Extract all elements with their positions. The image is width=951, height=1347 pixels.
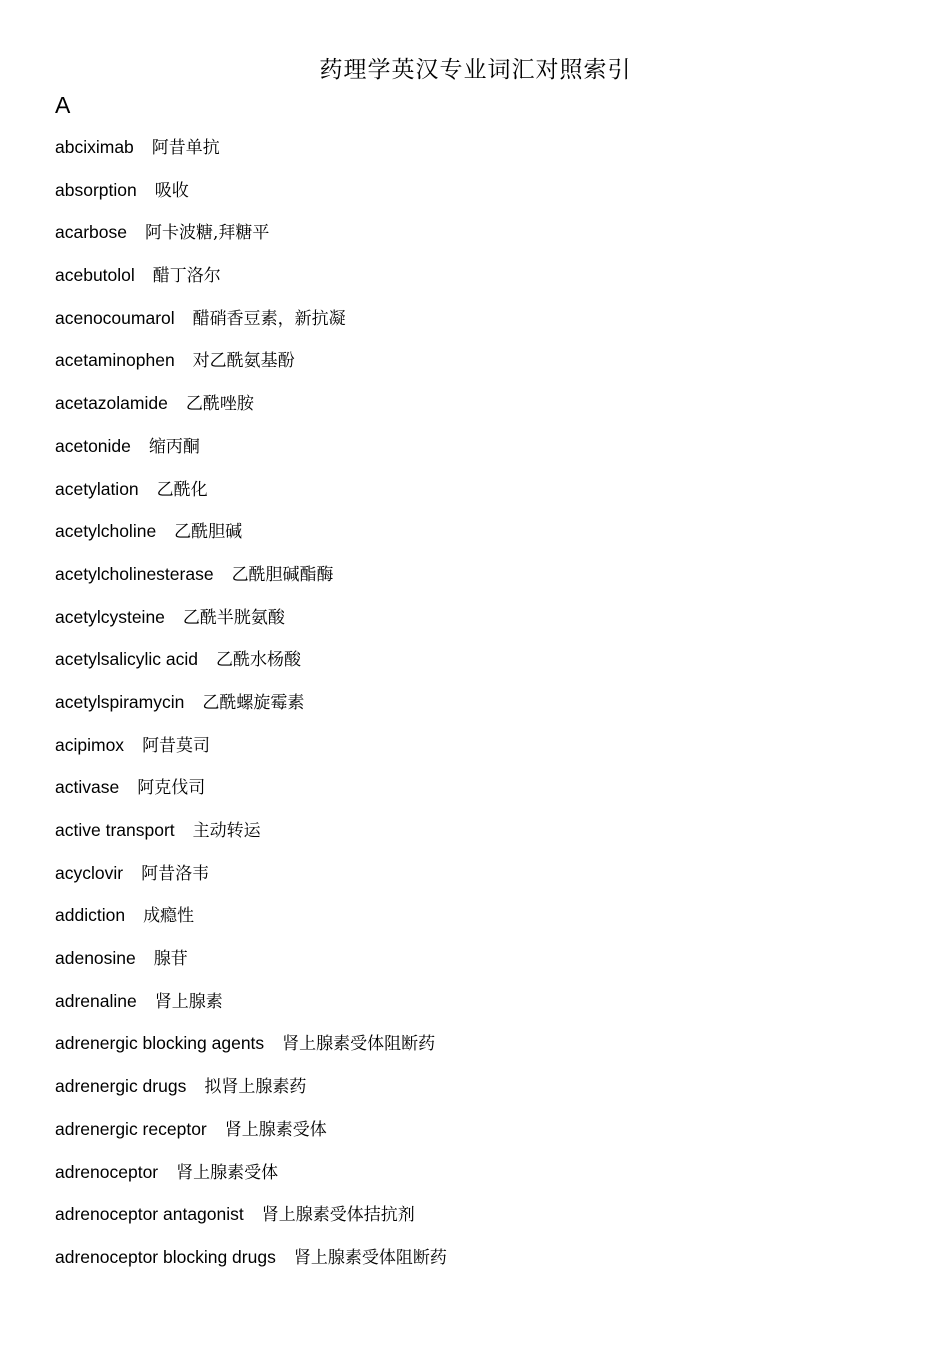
entry-term: acipimox xyxy=(55,734,125,755)
glossary-entry xyxy=(55,345,447,388)
entry-term: adrenergic receptor xyxy=(55,1118,207,1139)
entry-translation: 阿昔莫司 xyxy=(142,735,211,756)
document-title: 药理学英汉专业词汇对照索引 xyxy=(319,57,632,83)
section-letter-heading: A xyxy=(55,92,71,118)
glossary-entry xyxy=(55,1028,447,1071)
entry-translation: 对乙酰氨基酚 xyxy=(192,351,295,372)
entry-term: addiction xyxy=(55,905,126,926)
glossary-entry xyxy=(55,900,447,943)
entry-term: acetylsalicylic acid xyxy=(55,649,198,670)
glossary-entry xyxy=(55,303,447,346)
entry-term: acetylcholine xyxy=(55,521,157,542)
entry-translation: 肾上腺素受体 xyxy=(176,1162,279,1183)
entry-translation: 主动转运 xyxy=(192,821,261,841)
entry-translation: 腺苷 xyxy=(153,949,188,970)
glossary-entry xyxy=(55,730,447,773)
glossary-entry xyxy=(55,815,447,858)
entry-term: acebutolol xyxy=(55,265,135,286)
entry-translation: 乙酰化 xyxy=(156,479,208,500)
entry-translation: 阿昔洛韦 xyxy=(141,863,210,884)
entry-term: absorption xyxy=(55,179,137,200)
glossary-entry xyxy=(55,1242,447,1285)
glossary-entry xyxy=(55,602,447,645)
entry-term: acetylspiramycin xyxy=(55,691,185,712)
glossary-entry xyxy=(55,644,447,687)
entry-translation: 乙酰胆碱酯酶 xyxy=(231,564,334,585)
entry-term: adenosine xyxy=(55,948,136,969)
glossary-entry xyxy=(55,1199,447,1242)
entry-translation: 肾上腺素受体阻断药 xyxy=(282,1034,436,1055)
entry-term: acarbose xyxy=(55,222,127,243)
glossary-entry xyxy=(55,516,447,559)
entry-term: acetylation xyxy=(55,478,139,499)
entry-term: activase xyxy=(55,777,120,798)
glossary-entry xyxy=(55,1114,447,1157)
entry-translation: 乙酰唑胺 xyxy=(185,394,254,415)
glossary-entry xyxy=(55,175,447,218)
glossary-entry xyxy=(55,132,447,175)
glossary-entry xyxy=(55,388,447,431)
entry-term: active transport xyxy=(55,820,175,840)
entry-translation: 拟肾上腺素药 xyxy=(204,1077,307,1098)
entry-term: adrenergic blocking agents xyxy=(55,1033,265,1054)
glossary-entry xyxy=(55,217,447,260)
entry-translation: 阿克伐司 xyxy=(137,778,206,799)
entry-translation: 乙酰螺旋霉素 xyxy=(202,692,305,713)
entry-term: acenocoumarol xyxy=(55,307,175,328)
glossary-entry xyxy=(55,431,447,474)
entry-term: adrenaline xyxy=(55,990,137,1011)
entry-term: acetonide xyxy=(55,435,131,456)
entry-term: adrenoceptor blocking drugs xyxy=(55,1246,276,1267)
glossary-entry xyxy=(55,772,447,815)
entry-translation: 肾上腺素受体阻断药 xyxy=(293,1247,447,1268)
entry-term: abciximab xyxy=(55,137,134,157)
entry-term: adrenergic drugs xyxy=(55,1076,187,1097)
glossary-entry xyxy=(55,986,447,1029)
glossary-entry xyxy=(55,559,447,602)
entry-translation: 乙酰水杨酸 xyxy=(215,650,301,671)
glossary-entry xyxy=(55,687,447,730)
entry-translation: 肾上腺素受体 xyxy=(224,1119,327,1140)
entry-translation: 阿卡波糖,拜糖平 xyxy=(145,223,270,244)
glossary-entry xyxy=(55,1071,447,1114)
entry-translation: 阿昔单抗 xyxy=(151,138,220,158)
entry-term: acetazolamide xyxy=(55,393,168,414)
glossary-entry xyxy=(55,858,447,901)
glossary-entry xyxy=(55,1157,447,1200)
entry-translation: 肾上腺素受体拮抗剂 xyxy=(261,1205,415,1226)
entry-term: adrenoceptor xyxy=(55,1161,159,1182)
entry-term: acetaminophen xyxy=(55,350,175,371)
entry-translation: 吸收 xyxy=(154,180,189,201)
entry-translation: 乙酰半胱氨酸 xyxy=(182,607,285,628)
entry-term: acetylcysteine xyxy=(55,606,165,627)
entry-translation: 缩丙酮 xyxy=(148,436,200,457)
glossary-entry-list xyxy=(55,132,447,1285)
entry-translation: 醋丁洛尔 xyxy=(152,266,221,287)
entry-term: acyclovir xyxy=(55,862,124,883)
glossary-entry xyxy=(55,260,447,303)
entry-term: adrenoceptor antagonist xyxy=(55,1204,244,1225)
entry-term: acetylcholinesterase xyxy=(55,563,214,584)
glossary-entry xyxy=(55,474,447,517)
entry-translation: 成瘾性 xyxy=(143,906,195,927)
entry-translation: 乙酰胆碱 xyxy=(174,522,243,543)
glossary-entry xyxy=(55,943,447,986)
entry-translation: 肾上腺素 xyxy=(154,991,223,1012)
entry-translation: 醋硝香豆素，新抗凝 xyxy=(192,308,346,329)
